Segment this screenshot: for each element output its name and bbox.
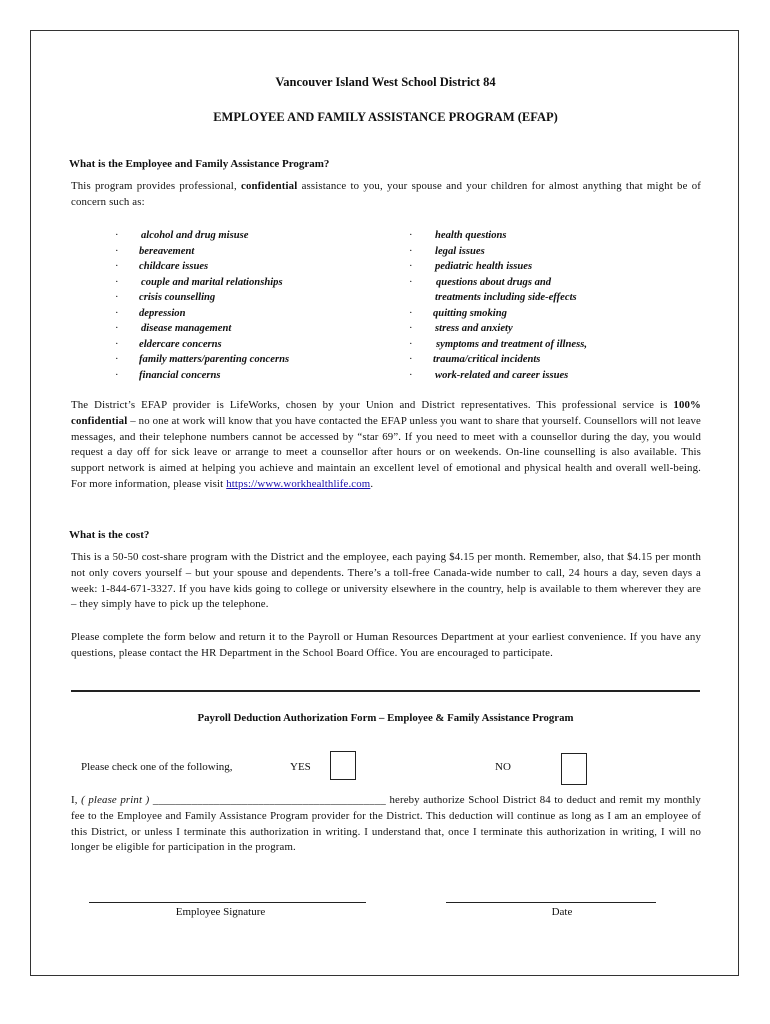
intro-text-end: assistance to you, your spouse and your children for almost anything that might be of concern such as: <box>71 180 702 208</box>
concerns-list-left <box>115 228 385 383</box>
auth-prefix: I, <box>71 794 78 806</box>
concern-item <box>115 228 385 244</box>
check-prompt: Please check one of the following, <box>81 761 233 773</box>
bullet-mark: · <box>115 261 119 272</box>
intro-paragraph <box>71 179 701 211</box>
concern-item <box>115 352 385 368</box>
concern-text: couple and marital relationships <box>141 276 283 288</box>
concern-text: childcare issues <box>139 261 209 272</box>
auth-print-hint: ( please print ) <box>81 794 150 806</box>
bullet-mark: · <box>115 338 119 350</box>
concern-text: family matters/parenting concerns <box>139 354 290 365</box>
concern-text: symptoms and treatment of illness, <box>436 338 587 350</box>
concern-text: alcohol and drug misuse <box>141 230 249 241</box>
concern-item <box>409 368 709 384</box>
provider-period: . <box>370 477 374 490</box>
section-divider <box>71 690 700 692</box>
concern-text: bereavement <box>139 245 195 257</box>
concern-text: quitting smoking <box>433 307 507 319</box>
concern-item <box>409 337 709 353</box>
bullet-mark: · <box>115 245 119 257</box>
concern-item <box>409 259 709 275</box>
concern-item <box>115 244 385 260</box>
concern-text: trauma/critical incidents <box>433 354 541 365</box>
bullet-mark: · <box>409 338 413 350</box>
date-label: Date <box>551 906 573 918</box>
form-title: Payroll Deduction Authorization Form – Employee & Family Assistance Program <box>197 712 574 724</box>
bullet-mark: · <box>115 230 119 241</box>
provider-text-a: The District’s EFAP provider is LifeWorks, chosen by your Union and District representatives. This professional service is <box>71 399 668 411</box>
bullet-mark: · <box>115 369 119 381</box>
bullet-mark: · <box>409 276 413 288</box>
concern-item <box>115 321 385 337</box>
concern-item <box>115 259 385 275</box>
concern-text: depression <box>139 307 186 319</box>
concern-item <box>409 244 709 260</box>
bullet-mark: · <box>409 323 413 334</box>
concern-text: pediatric health issues <box>435 261 533 272</box>
bullet-mark: · <box>409 369 413 381</box>
concern-text: disease management <box>141 323 232 334</box>
concern-text: treatments including side-effects <box>435 292 577 303</box>
bullet-mark: · <box>409 245 413 257</box>
concern-text: stress and anxiety <box>435 323 513 334</box>
concern-text: financial concerns <box>139 369 221 381</box>
provider-text-b: – no one at work will know that you have contacted the EFAP unless you want to share that yourself. Counsellors will not leave messages, and their telephone numbers cannot be accessed by “star 69”. If you need to meet with a counsellor during the day, you would request a day off for sick leave or arrange to meet a counsellor after hours or on weekends. On-line counselling is also available. This support network is aimed at helping you achieve and maintain an excellent level of emotional and physical health and overall well-being. For more information, please visit <box>71 414 701 490</box>
intro-confidential: confidential <box>241 180 298 192</box>
name-print-field[interactable]: __________________________________________ <box>152 794 386 806</box>
instructions-paragraph: Please complete the form below and return it to the Payroll or Human Resources Department at your earliest convenience. If you have any questions, please contact the HR Department in the School Board Office. You are encouraged to participate. <box>71 631 701 659</box>
concern-item <box>115 306 385 322</box>
concern-item <box>409 306 709 322</box>
program-title: EMPLOYEE AND FAMILY ASSISTANCE PROGRAM (EFAP) <box>213 110 558 124</box>
concern-text: questions about drugs and <box>436 276 552 288</box>
concern-item <box>409 290 709 306</box>
district-title: Vancouver Island West School District 84 <box>275 75 496 89</box>
bullet-mark: · <box>115 323 119 334</box>
concern-item <box>409 352 709 368</box>
provider-confidential: 100% confidential <box>71 399 701 427</box>
concern-item <box>115 368 385 384</box>
yes-label: YES <box>290 761 311 773</box>
concern-text: work-related and career issues <box>435 369 569 381</box>
concern-text: eldercare concerns <box>139 338 222 350</box>
bullet-mark: · <box>409 261 413 272</box>
bullet-mark: · <box>115 354 119 365</box>
bullet-mark: · <box>115 276 119 288</box>
intro-text-start: This program provides professional, <box>71 180 237 192</box>
signature-label: Employee Signature <box>175 906 266 918</box>
concern-item <box>409 321 709 337</box>
concern-text: crisis counselling <box>139 292 216 303</box>
yes-checkbox[interactable] <box>330 751 356 780</box>
cost-question: What is the cost? <box>69 529 150 541</box>
concern-item <box>409 275 709 291</box>
bullet-mark: · <box>409 354 413 365</box>
authorization-paragraph <box>71 793 701 856</box>
concern-item <box>115 337 385 353</box>
auth-text: hereby authorize School District 84 to deduct and remit my monthly fee to the Employee and Family Assistance Program provider for the District. This deduction will continue as long as I am an employee of this District, or unless I terminate this authorization in writing. I understand that, once I terminate this authorization in writing, I will no longer be eligible for participation in the program. <box>71 794 701 854</box>
signature-line[interactable] <box>89 902 366 903</box>
concern-item <box>409 228 709 244</box>
document-page <box>30 30 739 976</box>
date-line[interactable] <box>446 902 656 903</box>
bullet-mark: · <box>115 307 119 319</box>
workhealthlife-link[interactable]: https://www.workhealthlife.com <box>226 477 371 490</box>
bullet-mark: · <box>409 230 413 241</box>
bullet-mark: · <box>115 292 119 303</box>
no-label: NO <box>495 761 511 773</box>
concern-item <box>115 290 385 306</box>
concern-text: legal issues <box>435 245 485 257</box>
cost-paragraph: This is a 50-50 cost-share program with the District and the employee, each paying $4.15 per month. Remember, also, that $4.15 per month not only covers yourself – but your spouse and dependents. There’s a toll-free Canada-wide number to call, 24 hours a day, seven days a week: 1-844-671-3327. If you have kids going to college or university elsewhere in the country, help is available to them wherever they are – they simply have to pick up the telephone. <box>71 551 701 611</box>
bullet-mark: · <box>409 307 413 319</box>
no-checkbox[interactable] <box>561 753 587 785</box>
intro-question: What is the Employee and Family Assistance Program? <box>69 158 330 170</box>
concern-text: health questions <box>435 230 507 241</box>
provider-paragraph <box>71 398 701 493</box>
concern-item <box>115 275 385 291</box>
concerns-list-right <box>409 228 709 383</box>
